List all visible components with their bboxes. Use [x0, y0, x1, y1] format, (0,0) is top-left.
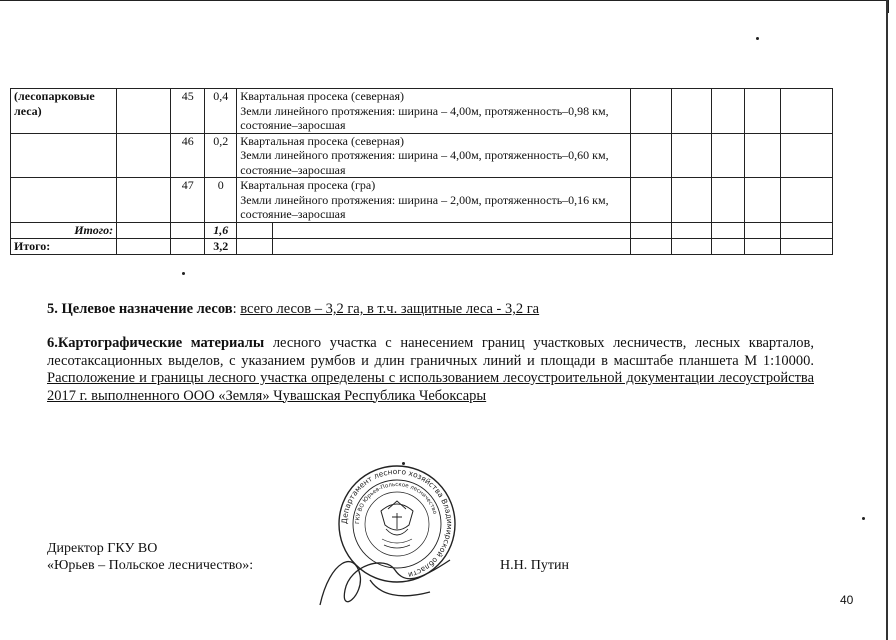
description-detail: Земли линейного протяжения: ширина – 2,00м, протяженность–0,16 км, состояние–заросшая — [240, 192, 609, 221]
scan-speck — [756, 37, 759, 40]
description-title: Квартальная просека (северная) — [240, 133, 404, 148]
svg-text:ГКУ ВО Юрьев-Польское лесничес — [355, 482, 438, 524]
description-cell — [237, 133, 630, 178]
signer-name: Н.Н. Путин — [500, 558, 569, 573]
section-6-maps — [47, 335, 814, 405]
table-row — [11, 133, 833, 178]
subtotal-row — [11, 222, 833, 238]
scan-speck — [862, 517, 865, 520]
section-5-heading: 5. Целевое назначение лесов — [47, 301, 233, 317]
description-detail: Земли линейного протяжения: ширина – 4,00м, протяженность–0,98 км, состояние–заросшая — [240, 103, 609, 132]
description-title: Квартальная просека (гра) — [240, 178, 376, 192]
description-detail: Земли линейного протяжения: ширина – 4,00м, протяженность–0,60 км, состояние–заросшая — [240, 148, 609, 177]
area-value: 0 — [205, 178, 237, 223]
forest-plots-table — [10, 88, 833, 255]
scan-speck — [182, 272, 185, 275]
quarter-number: 45 — [171, 89, 205, 134]
section-6-text: лесного участка с нанесением границ участковых лесничеств, лесных кварталов, лесотаксационных выделов, с указанием румбов и длин граничных линий и площади в масштабе планшета М 1:10000. — [47, 335, 815, 369]
section-5-text: всего лесов – 3,2 га, в т.ч. защитные леса - 3,2 га — [240, 301, 540, 317]
quarter-number: 47 — [171, 178, 205, 223]
total-area: 3,2 — [205, 238, 237, 254]
seal-inner-text: ГКУ ВО Юрьев-Польское лесничество — [354, 481, 438, 525]
page-edge-top — [0, 0, 889, 13]
category-cell — [11, 178, 117, 223]
total-label: Итого: — [11, 238, 117, 254]
quarter-number: 46 — [171, 133, 205, 178]
seal-outer-text: Департамент лесного хозяйства Владимирской области — [339, 466, 455, 580]
section-6-heading: 6.Картографические материалы — [47, 335, 265, 351]
description-title: Квартальная просека (северная) — [240, 89, 404, 103]
page-edge-right — [886, 0, 888, 640]
description-cell — [237, 89, 630, 134]
total-row — [11, 238, 833, 254]
table-row — [11, 89, 833, 134]
area-value: 0,2 — [205, 133, 237, 178]
area-value: 0,4 — [205, 89, 237, 134]
table-row — [11, 178, 833, 223]
handwritten-signature — [300, 520, 470, 620]
section-5-purpose: 5. Целевое назначение лесов: всего лесов – 3,2 га, в т.ч. защитные леса - 3,2 га — [47, 301, 540, 317]
subtotal-label: Итого: — [11, 222, 117, 238]
signer-position: Директор ГКУ ВО — [47, 541, 158, 556]
subtotal-area: 1,6 — [205, 222, 237, 238]
section-6-underlined: Расположение и границы лесного участка определены с использованием лесоустроительной документации лесоустройства 2017 г. выполненного ООО «Земля» Чувашская Республика Чебоксары — [47, 370, 814, 404]
category-cell: (лесопарковые леса) — [11, 89, 117, 134]
category-cell — [11, 133, 117, 178]
scan-speck — [402, 462, 405, 465]
page-number: 40 — [840, 593, 854, 607]
signer-organization: «Юрьев – Польское лесничество»: — [47, 558, 254, 573]
description-cell — [237, 178, 630, 223]
